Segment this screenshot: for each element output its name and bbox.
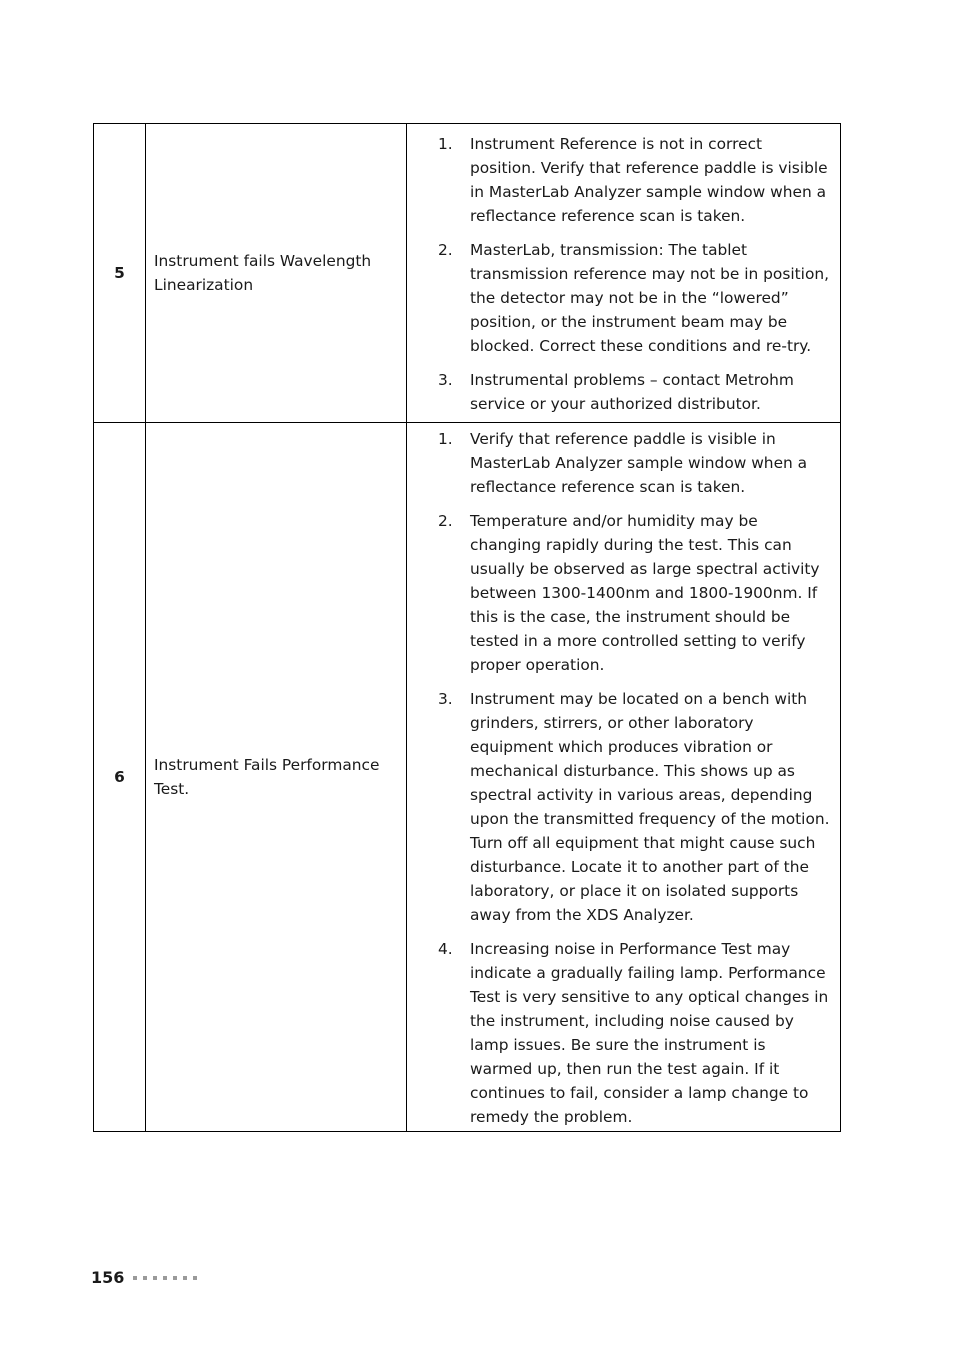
footer-dots-decoration xyxy=(133,1276,203,1280)
step-number: 4. xyxy=(438,940,453,958)
step-text: Instrumental problems – contact Metrohm service or your authorized distributor. xyxy=(470,371,794,413)
troubleshooting-table xyxy=(93,123,841,1132)
step-number: 3. xyxy=(438,371,453,389)
list-item xyxy=(407,937,832,1129)
step-text: Increasing noise in Performance Test may indicate a gradually failing lamp. Performance Test is very sensitive to any optical changes in the instrument, including noise caused by lamp issues. Be sure the instrument is warmed up, then run the test again. If it continues to fail, consider a lamp change to remedy the problem. xyxy=(470,940,829,1126)
remedy-list xyxy=(407,427,832,1129)
problem-description: Instrument Fails Performance Test. xyxy=(146,423,407,1132)
page-number: 156 xyxy=(91,1268,125,1287)
step-number: 2. xyxy=(438,241,453,259)
step-number: 3. xyxy=(438,690,453,708)
step-text: Verify that reference paddle is visible in MasterLab Analyzer sample window when a reflectance reference scan is taken. xyxy=(470,430,808,496)
list-item xyxy=(407,132,832,228)
step-number: 1. xyxy=(438,135,453,153)
step-text: Instrument Reference is not in correct position. Verify that reference paddle is visible in MasterLab Analyzer sample window when a reflectance reference scan is taken. xyxy=(470,135,828,225)
step-number: 2. xyxy=(438,512,453,530)
row-number: 6 xyxy=(94,423,146,1132)
step-text: Instrument may be located on a bench with grinders, stirrers, or other laboratory equipment which produces vibration or mechanical disturbance. This shows up as spectral activity in various areas, depending upon the transmitted frequency of the motion. Turn off all equipment that might cause such disturbance. Locate it to another part of the laboratory, or place it on isolated supports away from the XDS Analyzer. xyxy=(470,690,830,924)
list-item xyxy=(407,509,832,677)
list-item xyxy=(407,687,832,927)
table-row xyxy=(94,423,841,1132)
list-item xyxy=(407,238,832,358)
table-row xyxy=(94,124,841,423)
step-text: Temperature and/or humidity may be changing rapidly during the test. This can usually be observed as large spectral activity between 1300-1400nm and 1800-1900nm. If this is the case, the instrument should be tested in a more controlled setting to verify proper operation. xyxy=(470,512,820,674)
step-text: MasterLab, transmission: The tablet transmission reference may not be in position, the detector may not be in the “lowered” position, or the instrument beam may be blocked. Correct these conditions and re-try. xyxy=(470,241,830,355)
step-number: 1. xyxy=(438,430,453,448)
page-footer xyxy=(91,1268,203,1287)
problem-description: Instrument fails Wavelength Linearization xyxy=(146,124,407,423)
remedy-cell xyxy=(407,423,841,1132)
list-item xyxy=(407,427,832,499)
row-number: 5 xyxy=(94,124,146,423)
remedy-list xyxy=(407,132,832,416)
remedy-cell xyxy=(407,124,841,423)
list-item xyxy=(407,368,832,416)
